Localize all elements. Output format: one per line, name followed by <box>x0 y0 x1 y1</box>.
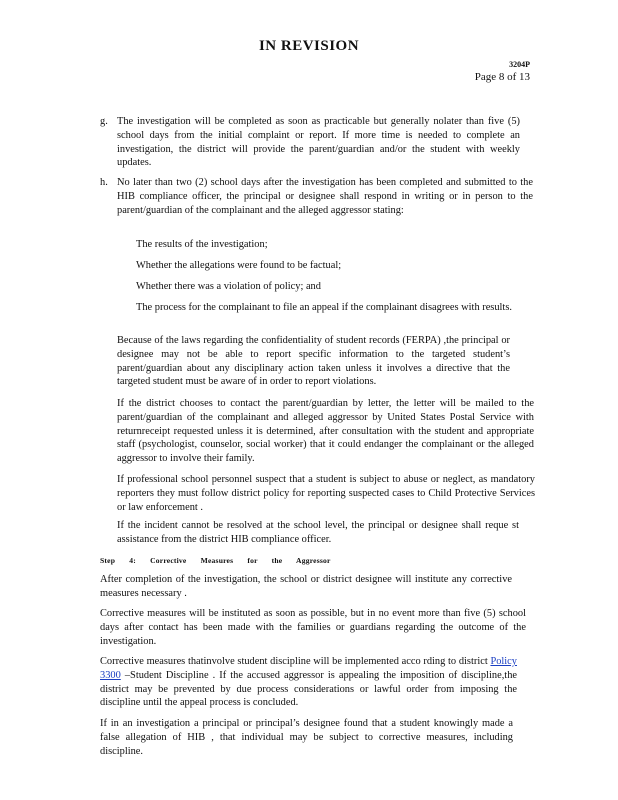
item-h-label: h. <box>100 177 108 188</box>
policy-number: 3204P <box>509 60 530 69</box>
letter-paragraph: If the district chooses to contact the parent/guardian by letter, the letter will be mailed to the parent/guardian of the complainant and alleged aggressor by United States Postal Service with returnreceipt requested unless it is determined, after consultation with the student and appropriate staff (psychologist, counselor, social worker) that it could endanger the complainant or the alleged aggressor to involve their family. <box>117 398 534 465</box>
step4-paragraph-1: After completion of the investigation, the school or district designee will institute any corrective measures necessary . <box>100 574 512 599</box>
item-g-label: g. <box>100 116 108 127</box>
item-h-text: No later than two (2) school days after the investigation has been completed and submitted to the HIB compliance officer, the principal or designee shall respond in writing or in person to the parent/guardian of the complainant and the alleged aggressor stating: <box>117 177 533 216</box>
page-number: Page 8 of 13 <box>474 71 530 83</box>
bullet-item: Whether there was a violation of policy; and <box>136 281 321 292</box>
abuse-paragraph: If professional school personnel suspect that a student is subject to abuse or neglect, as mandatory reporters they must follow district policy for reporting suspected cases to Child Protective Services or law enforcement . <box>117 474 535 513</box>
policy-text-before: Corrective measures thatinvolve student discipline will be implemented acco rding to district <box>100 656 491 667</box>
revision-title: IN REVISION <box>258 38 360 54</box>
policy-3300-link[interactable]: Policy 3300 <box>100 656 517 681</box>
policy-text-after: –Student Discipline . If the accused aggressor is appealing the imposition of discipline,the district may be prevented by due process considerations or lawful order from imposing the discipline until the appeal process is concluded. <box>100 669 517 709</box>
bullet-item: Whether the allegations were found to be factual; <box>136 260 342 271</box>
step4-paragraph-3 <box>100 655 517 710</box>
item-g-text: The investigation will be completed as soon as practicable but generally nolater than five (5) school days from the initial complaint or report. If more time is needed to complete an investigation, the district will provide the parent/guardian and/or the student with weekly updates. <box>117 116 520 169</box>
bullet-item: The results of the investigation; <box>136 239 268 250</box>
step4-paragraph-2: Corrective measures will be instituted as soon as possible, but in no event more than five (5) school days after contact has been made with the families or guardians regarding the outcome of the investigation. <box>100 608 526 647</box>
bullet-item: The process for the complainant to file an appeal if the complainant disagrees with results. <box>136 302 512 313</box>
step4-paragraph-4: If in an investigation a principal or principal’s designee found that a student knowingly made a false allegation of HIB , that individual may be subject to corrective measures, including discipline. <box>100 718 513 757</box>
unresolved-paragraph: If the incident cannot be resolved at the school level, the principal or designee shall reque st assistance from the district HIB compliance officer. <box>117 520 519 545</box>
ferpa-paragraph: Because of the laws regarding the confidentiality of student records (FERPA) ,the principal or designee may not be able to report specific information to the targeted student’s parent/guardian about any disciplinary action taken unless it involves a directive that the targeted student must be aware of in order to report violations. <box>117 335 510 388</box>
step4-heading: Step 4: Corrective Measures for the Aggressor <box>100 556 331 565</box>
